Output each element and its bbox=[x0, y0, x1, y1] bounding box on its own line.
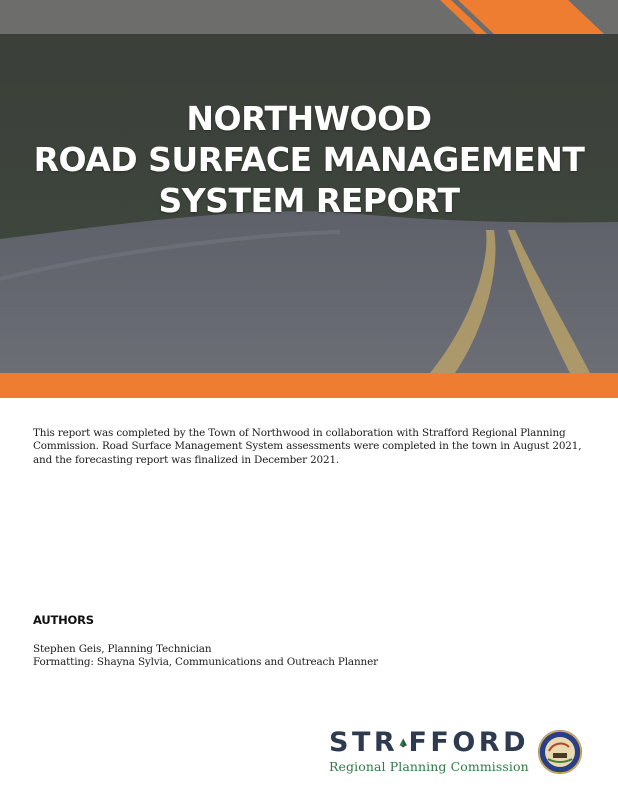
hero-image bbox=[0, 34, 618, 373]
intro-paragraph: This report was completed by the Town of Northwood in collaboration with Strafford Regional Planning Commission. Road Surface Management System assessments were completed in the town in August 2021, and the forecasting report was finalized in December 2021. bbox=[33, 427, 582, 466]
strafford-rpc-logo bbox=[329, 728, 529, 774]
logo-word-left: STR bbox=[329, 727, 399, 758]
report-title bbox=[0, 98, 618, 221]
authors-heading: AUTHORS bbox=[33, 613, 94, 627]
logo-word-right: FFORD bbox=[408, 727, 529, 758]
title-line-2: ROAD SURFACE MANAGEMENT bbox=[33, 140, 585, 179]
orange-divider-band bbox=[0, 373, 618, 398]
tree-triangle-icon bbox=[399, 730, 407, 756]
authors-list bbox=[33, 643, 378, 670]
logo-wordmark bbox=[329, 728, 529, 758]
town-seal-icon bbox=[537, 729, 583, 775]
author-line: Stephen Geis, Planning Technician bbox=[33, 643, 212, 655]
title-line-1: NORTHWOOD bbox=[186, 99, 432, 138]
title-line-3: SYSTEM REPORT bbox=[158, 181, 460, 220]
diagonal-stripes-icon bbox=[0, 0, 618, 34]
author-line: Formatting: Shayna Sylvia, Communications and Outreach Planner bbox=[33, 656, 378, 669]
logo-subtitle: Regional Planning Commission bbox=[329, 759, 529, 774]
top-decorative-band bbox=[0, 0, 618, 34]
